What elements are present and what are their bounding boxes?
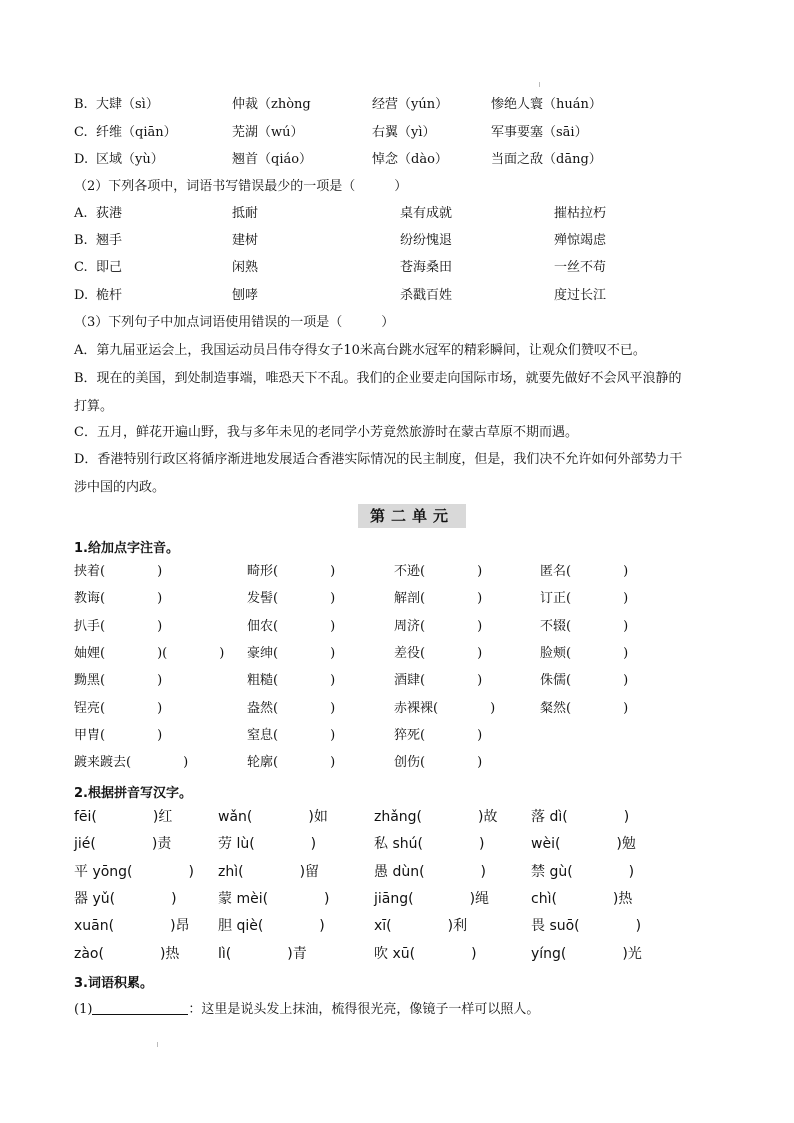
phonetic-item[interactable]: 订正( ) xyxy=(540,591,629,607)
phonetic-item[interactable]: 猝死( ) xyxy=(394,727,483,743)
phonetic-item[interactable]: 妯娌( )( ) xyxy=(74,645,225,661)
q1-option-b: B. xyxy=(74,97,88,112)
pinyin-item[interactable]: 畏 suō( ) xyxy=(531,918,642,935)
q2-d-0: 桅杆 xyxy=(96,288,123,303)
q3-option-d-line1: D．香港特别行政区将循序渐进地发展适合香港实际情况的民主制度，但是，我们决不允许如何外部势力干 xyxy=(74,452,683,467)
q2-a-2: 桌有成就 xyxy=(400,206,453,221)
phonetic-item[interactable]: 扒手( ) xyxy=(74,618,163,634)
item-text: ：这里是说头发上抹油，梳得很光亮，像镜子一样可以照人。 xyxy=(188,1002,540,1017)
q2-d-label: D. xyxy=(74,288,89,303)
phonetic-item[interactable]: 甲胄( ) xyxy=(74,727,163,743)
phonetic-item[interactable]: 黝黑( ) xyxy=(74,673,163,689)
phonetic-item[interactable]: 不逊( ) xyxy=(394,564,483,579)
pinyin-item[interactable]: jiāng( )绳 xyxy=(374,890,490,907)
phonetic-item[interactable]: 轮廓( ) xyxy=(247,755,336,771)
pinyin-item[interactable]: 落 dì( ) xyxy=(531,809,630,825)
pinyin-item[interactable]: jié( )责 xyxy=(74,836,172,853)
phonetic-item[interactable]: 教诲( ) xyxy=(74,591,163,607)
pinyin-item[interactable]: 愚 dùn( ) xyxy=(374,863,487,880)
q2-a-0: 荻港 xyxy=(96,206,123,221)
phonetic-item[interactable]: 创伤( ) xyxy=(394,755,483,771)
q3-option-d-line2: 涉中国的内政。 xyxy=(74,480,166,495)
phonetic-item[interactable]: 窒息( ) xyxy=(247,727,336,743)
pinyin-item[interactable]: lì( )青 xyxy=(218,945,307,962)
q1-d-4: 当面之敌（dāng） xyxy=(491,152,602,167)
phonetic-item[interactable]: 佃农( ) xyxy=(247,618,336,634)
phonetic-item[interactable]: 发髻( ) xyxy=(247,591,336,607)
q3-stem: （3）下列句子中加点词语使用错误的一项是（ ） xyxy=(74,315,395,330)
q2-a-3: 摧枯拉朽 xyxy=(554,206,607,221)
pinyin-item[interactable]: wǎn( )如 xyxy=(218,809,328,825)
q2-c-1: 闲熟 xyxy=(232,260,259,275)
q2-d-2: 杀戳百姓 xyxy=(400,288,453,303)
phonetic-item[interactable]: 盎然( ) xyxy=(247,700,336,716)
q2-c-label: C. xyxy=(74,260,88,275)
pinyin-item[interactable]: 胆 qiè( ) xyxy=(218,918,325,935)
q2-a-1: 抵耐 xyxy=(232,206,259,221)
section-3-item-1 xyxy=(74,1000,539,1019)
section-2-title: 2.根据拼音写汉字。 xyxy=(74,786,192,801)
pinyin-item[interactable]: zào( )热 xyxy=(74,945,180,962)
page-mark xyxy=(157,1042,158,1047)
q2-c-2: 苍海桑田 xyxy=(400,260,453,275)
phonetic-item[interactable]: 差役( ) xyxy=(394,645,483,661)
phonetic-item[interactable]: 挟着( ) xyxy=(74,564,163,579)
phonetic-item[interactable]: 粲然( ) xyxy=(540,700,629,716)
pinyin-item[interactable]: wèi( )勉 xyxy=(531,836,636,853)
q2-b-3: 殚惊竭虑 xyxy=(554,233,607,248)
phonetic-item[interactable]: 周济( ) xyxy=(394,618,483,634)
phonetic-item[interactable]: 畸形( ) xyxy=(247,564,336,579)
q1-d-2: 翘首（qiáo） xyxy=(232,152,313,167)
pinyin-item[interactable]: 禁 gù( ) xyxy=(531,863,635,880)
pinyin-item[interactable]: 蒙 mèi( ) xyxy=(218,890,330,907)
q1-c-2: 芜湖（wú） xyxy=(232,125,304,140)
q1-b-1: 大肆（sì） xyxy=(96,97,159,112)
pinyin-item[interactable]: 吹 xū( ) xyxy=(374,945,477,962)
q1-d-3: 悼念（dào） xyxy=(372,152,448,167)
q2-b-1: 建树 xyxy=(232,233,259,248)
q1-c-4: 军事要塞（sāi） xyxy=(491,125,588,140)
pinyin-item[interactable]: 私 shú( ) xyxy=(374,836,485,853)
phonetic-item[interactable]: 解剖( ) xyxy=(394,591,483,607)
section-3-title: 3.词语积累。 xyxy=(74,976,153,991)
q1-b-4: 惨绝人寰（huán） xyxy=(491,97,602,112)
q1-b-3: 经营（yún） xyxy=(372,97,449,112)
q2-d-3: 度过长江 xyxy=(554,288,607,303)
q3-option-b-line1: B．现在的美国，到处制造事端，唯恐天下不乱。我们的企业要走向国际市场，就要先做好不会风平浪静的 xyxy=(74,371,682,386)
q2-c-0: 即己 xyxy=(96,260,123,275)
q2-b-2: 纷纷愧退 xyxy=(400,233,453,248)
pinyin-item[interactable]: yíng( )光 xyxy=(531,945,642,962)
q2-c-3: 一丝不苟 xyxy=(554,260,607,275)
pinyin-item[interactable]: zhì( )留 xyxy=(218,863,320,880)
phonetic-item[interactable]: 酒肆( ) xyxy=(394,673,483,689)
page-mark xyxy=(539,82,540,87)
pinyin-item[interactable]: 平 yōng( ) xyxy=(74,863,194,880)
phonetic-item[interactable]: 粗糙( ) xyxy=(247,673,336,689)
q1-c-3: 右翼（yì） xyxy=(372,125,436,140)
q1-option-d: D. xyxy=(74,152,89,167)
pinyin-item[interactable]: 劳 lù( ) xyxy=(218,836,317,853)
q2-d-1: 刨哮 xyxy=(232,288,259,303)
pinyin-item[interactable]: xī( )利 xyxy=(374,918,468,935)
q3-option-c: C．五月，鲜花开遍山野，我与多年未见的老同学小芳竟然旅游时在蒙古草原不期而遇。 xyxy=(74,425,578,440)
phonetic-item[interactable]: 不辍( ) xyxy=(540,618,629,634)
section-1-title: 1.给加点字注音。 xyxy=(74,541,179,556)
q2-b-label: B. xyxy=(74,233,88,248)
q1-b-2: 仲裁（zhòng xyxy=(232,97,311,112)
phonetic-item[interactable]: 锃亮( ) xyxy=(74,700,163,716)
phonetic-item[interactable]: 豪绅( ) xyxy=(247,645,336,661)
pinyin-item[interactable]: chì( )热 xyxy=(531,890,633,907)
q1-d-1: 区域（yù） xyxy=(96,152,164,167)
pinyin-item[interactable]: 器 yǔ( ) xyxy=(74,890,177,907)
q3-option-b-line2: 打算。 xyxy=(74,399,114,414)
phonetic-item[interactable]: 匿名( ) xyxy=(540,564,629,579)
phonetic-item[interactable]: 侏儒( ) xyxy=(540,673,629,689)
answer-blank[interactable] xyxy=(92,1000,188,1015)
q2-b-0: 翘手 xyxy=(96,233,123,248)
phonetic-item[interactable]: 脸颊( ) xyxy=(540,645,629,661)
q2-stem: （2）下列各项中，词语书写错误最少的一项是（ ） xyxy=(74,179,408,194)
phonetic-item[interactable]: 赤裸裸( ) xyxy=(394,700,496,716)
unit-heading: 第二单元 xyxy=(358,504,466,528)
q2-a-label: A. xyxy=(74,206,88,221)
item-number: (1) xyxy=(74,1002,93,1017)
q1-c-1: 纤维（qiān） xyxy=(96,125,177,140)
q1-option-c: C. xyxy=(74,125,88,140)
phonetic-item[interactable]: 踱来踱去( ) xyxy=(74,755,189,771)
pinyin-item[interactable]: fēi( )红 xyxy=(74,809,173,825)
pinyin-item[interactable]: zhǎng( )故 xyxy=(374,809,498,825)
pinyin-item[interactable]: xuān( )昂 xyxy=(74,918,190,935)
q3-option-a: A．第九届亚运会上，我国运动员吕伟夺得女子10米高台跳水冠军的精彩瞬间，让观众们赞叹不已。 xyxy=(74,343,646,358)
